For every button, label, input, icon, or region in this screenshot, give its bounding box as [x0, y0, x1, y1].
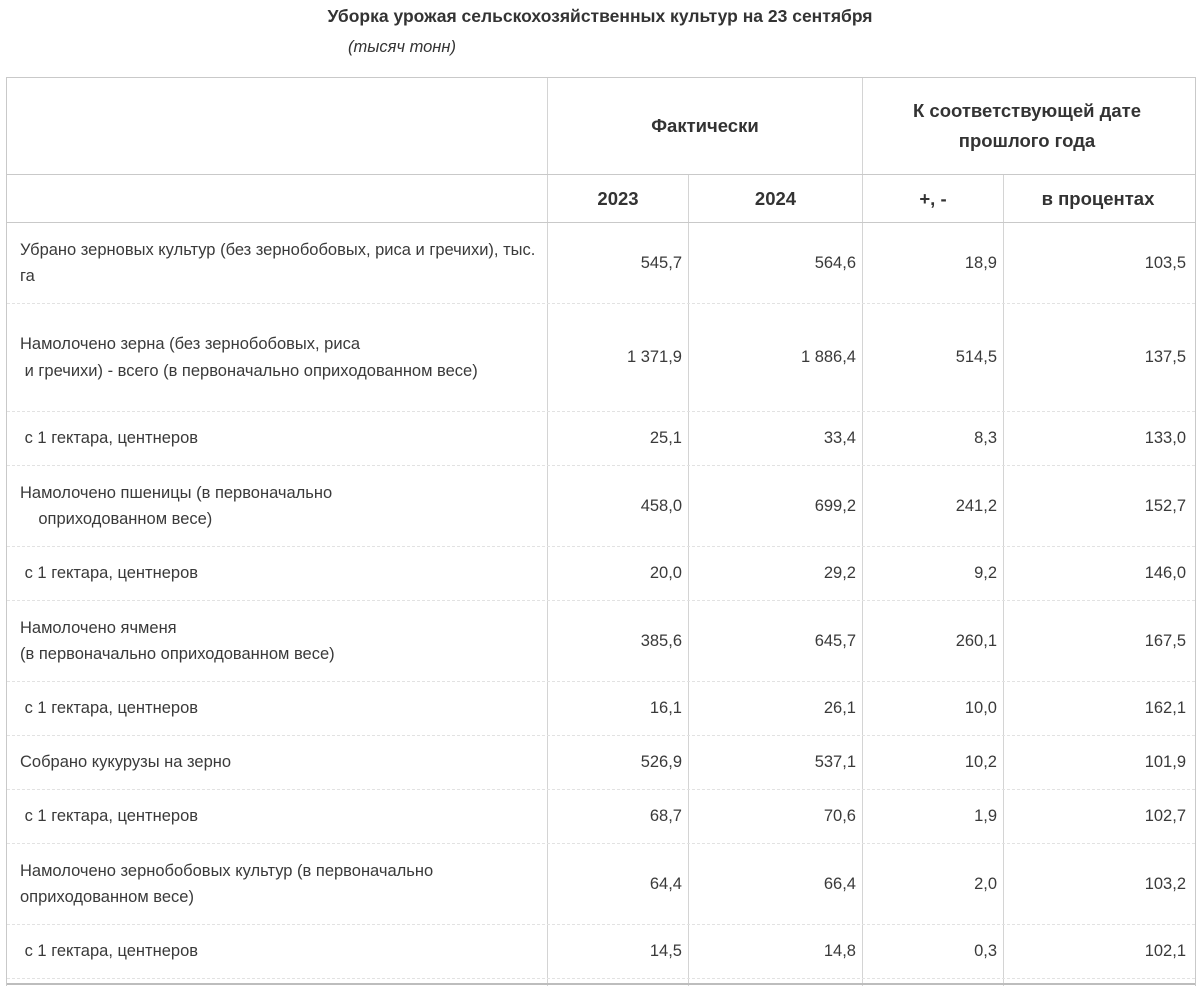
row-label: с 1 гектара, центнеров	[20, 429, 199, 448]
cell-pct: 102,7	[1144, 807, 1186, 825]
table-row	[7, 925, 1195, 979]
cell-v2023: 16,1	[649, 699, 682, 717]
table-row	[7, 601, 1195, 682]
cell-v2024: 1 886,4	[800, 348, 856, 366]
row-label: с 1 гектара, центнеров	[20, 699, 199, 718]
cell-pct: 103,5	[1144, 253, 1186, 272]
table-row	[7, 682, 1195, 736]
cell-diff: 18,9	[964, 253, 997, 272]
row-label: Убрано зерновых культур (без зернобобовых, риса и гречихи), тыс. га	[20, 240, 540, 285]
cell-pct: 152,7	[1144, 496, 1186, 515]
cell-v2023: 385,6	[640, 631, 682, 650]
table-row	[7, 412, 1195, 466]
cell-v2023: 545,7	[640, 253, 682, 272]
row-label: Намолочено пшеницы (в первоначально оприходованном весе)	[20, 483, 333, 528]
row-label: Собрано кукурузы на зерно	[20, 753, 232, 772]
cell-v2023: 526,9	[640, 753, 682, 771]
cell-diff: 241,2	[955, 496, 997, 515]
cell-v2023: 25,1	[649, 429, 682, 447]
table-row	[7, 304, 1195, 412]
cell-diff: 0,3	[974, 942, 997, 960]
table-row	[7, 844, 1195, 925]
header-row-groups	[7, 78, 1195, 175]
header-prev-year: К соответствующей дате прошлого года	[912, 100, 1142, 151]
header-row-columns	[7, 175, 1195, 223]
cell-v2024: 29,2	[823, 564, 856, 582]
cell-pct: 167,5	[1144, 631, 1186, 650]
header-2023: 2023	[597, 187, 639, 209]
cell-diff: 10,0	[964, 699, 997, 717]
cell-v2024: 26,1	[823, 699, 856, 717]
cell-v2023: 64,4	[649, 874, 682, 893]
row-label: Намолочено зерна (без зернобобовых, риса и гречихи) - всего (в первоначально оприходованном весе)	[20, 335, 478, 380]
header-diff: +, -	[919, 187, 947, 209]
cell-v2024: 66,4	[823, 874, 856, 893]
table-bottom-border	[7, 983, 1195, 985]
cell-v2024: 33,4	[823, 429, 856, 447]
cell-v2023: 20,0	[649, 564, 682, 582]
cell-v2024: 537,1	[814, 753, 856, 771]
table-row	[7, 547, 1195, 601]
cell-v2024: 70,6	[823, 807, 856, 825]
table-row	[7, 223, 1195, 304]
row-label: Намолочено зернобобовых культур (в первоначально оприходованном весе)	[20, 861, 438, 906]
cell-diff: 514,5	[955, 348, 997, 366]
harvest-table	[6, 77, 1196, 986]
cell-diff: 2,0	[974, 874, 997, 893]
cell-v2024: 564,6	[814, 253, 856, 272]
header-percent: в процентах	[1041, 187, 1155, 209]
row-label: с 1 гектара, центнеров	[20, 564, 199, 583]
row-label: с 1 гектара, центнеров	[20, 807, 199, 826]
cell-v2024: 699,2	[814, 496, 856, 515]
cell-v2023: 68,7	[649, 807, 682, 825]
row-label: Намолочено ячменя (в первоначально оприходованном весе)	[20, 618, 335, 663]
units-subtitle: (тысяч тонн)	[348, 38, 456, 56]
table-row	[7, 790, 1195, 844]
cell-pct: 137,5	[1144, 348, 1186, 366]
cell-diff: 1,9	[974, 807, 997, 825]
cell-pct: 162,1	[1144, 699, 1186, 717]
cell-diff: 10,2	[964, 753, 997, 771]
cell-v2024: 14,8	[823, 942, 856, 960]
cell-pct: 102,1	[1144, 942, 1186, 960]
cell-diff: 260,1	[955, 631, 997, 650]
cell-diff: 9,2	[974, 564, 997, 582]
cell-pct: 103,2	[1144, 874, 1186, 893]
cell-pct: 146,0	[1144, 564, 1186, 582]
page-title: Уборка урожая сельскохозяйственных культур на 23 сентября	[327, 6, 873, 26]
cell-v2024: 645,7	[814, 631, 856, 650]
cell-diff: 8,3	[974, 429, 997, 447]
cell-pct: 101,9	[1144, 753, 1186, 771]
table-row	[7, 466, 1195, 547]
cell-pct: 133,0	[1144, 429, 1186, 447]
cell-v2023: 1 371,9	[626, 348, 682, 366]
header-2024: 2024	[754, 187, 797, 209]
table-row	[7, 736, 1195, 790]
header-actual: Фактически	[651, 115, 759, 137]
cell-v2023: 458,0	[640, 496, 682, 515]
cell-v2023: 14,5	[649, 942, 682, 960]
row-label: с 1 гектара, центнеров	[20, 942, 199, 961]
